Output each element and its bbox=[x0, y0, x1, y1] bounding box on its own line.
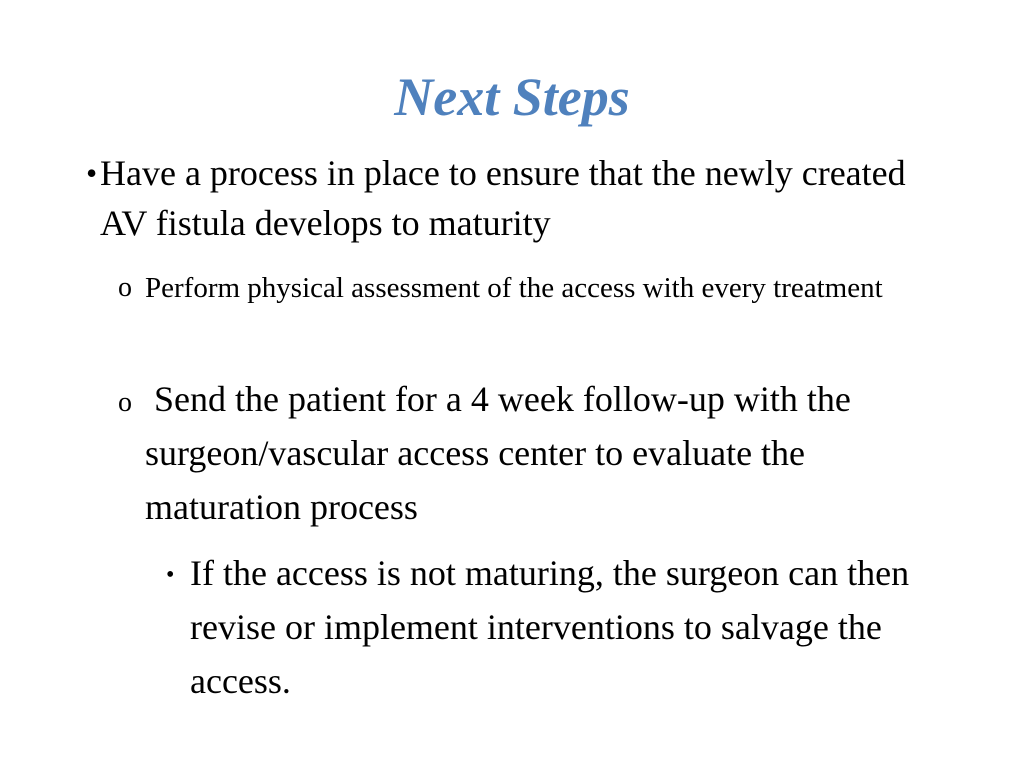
bullet-level-2 bbox=[114, 372, 934, 534]
bullet-text: Send the patient for a 4 week follow-up with the surgeon/vascular access center to evaluate the maturation process bbox=[145, 379, 860, 527]
bullet-text: Have a process in place to ensure that the newly created AV fistula develops to maturity bbox=[100, 153, 906, 243]
bullet-level-2 bbox=[114, 266, 914, 310]
bullet-level-1 bbox=[64, 148, 954, 248]
slide-title: Next Steps bbox=[394, 67, 630, 127]
bullet-text: Perform physical assessment of the access with every treatment bbox=[145, 272, 883, 304]
bullet-text: If the access is not maturing, the surgeon can then revise or implement interventions to salvage the access. bbox=[190, 553, 910, 701]
bullet-dot-icon: • bbox=[86, 155, 98, 191]
bullet-dot-icon: • bbox=[166, 562, 175, 588]
bullet-circle-icon: o bbox=[118, 387, 132, 418]
bullet-level-3 bbox=[160, 546, 960, 708]
bullet-circle-icon: o bbox=[118, 272, 132, 303]
